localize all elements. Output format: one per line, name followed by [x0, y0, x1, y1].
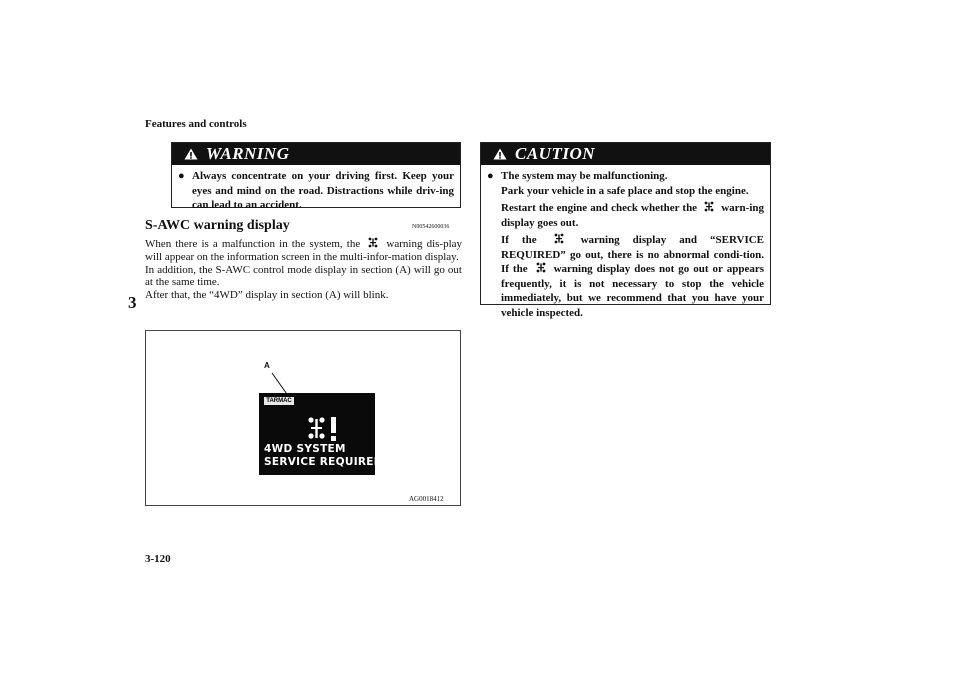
para1-before: When there is a malfunction in the system, the [145, 238, 361, 250]
page-number: 3-120 [145, 553, 171, 565]
caution-item [481, 165, 770, 327]
warning-triangle-icon [493, 148, 507, 160]
bullet-icon: ● [487, 170, 494, 182]
caution-p3-after: warn-ing display goes out. [501, 202, 765, 229]
caution-line-2: Park your vehicle in a safe place and stop the engine. [501, 184, 749, 197]
caution-p4-mid: warning display and “SERVICE REQUIRED” go out, there is no abnormal condi-tion. If the [501, 234, 765, 275]
caution-line-3 [501, 201, 764, 230]
section-paragraph-1 [145, 237, 462, 264]
control-mode-display: TARMAC [264, 397, 294, 405]
section-code: N00542600036 [412, 224, 450, 230]
caution-line-1: The system may be malfunctioning. [501, 170, 668, 182]
section-title: S-AWC warning display [145, 218, 290, 233]
section-paragraph-2: In addition, the S-AWC control mode display in section (A) will go out at the same time. [145, 263, 462, 289]
section-a-label: A [264, 361, 270, 370]
screen-line-1: 4WD SYSTEM [264, 443, 346, 455]
section-body [145, 237, 462, 302]
caution-title: CAUTION [515, 144, 596, 163]
header-title: Features and controls [145, 118, 247, 130]
awc-warning-icon [367, 237, 379, 248]
caution-p4-before: If the [501, 234, 537, 246]
awc-warning-icon [303, 415, 341, 443]
figure-code: AG0018412 [409, 495, 444, 503]
caution-line-4 [501, 233, 764, 320]
awc-warning-icon [535, 262, 547, 273]
para1-after: warning dis-play will appear on the information screen in the multi-infor-mation display. [145, 238, 463, 263]
awc-warning-icon [553, 233, 565, 244]
warning-box [171, 142, 461, 211]
warning-title: WARNING [206, 144, 290, 163]
bullet-icon: ● [178, 170, 185, 182]
caution-item-text [501, 169, 764, 323]
warning-item [172, 165, 460, 217]
warning-header [172, 143, 460, 165]
awc-warning-icon [703, 201, 715, 212]
display-illustration [145, 330, 461, 506]
chapter-tab: 3 [128, 293, 137, 312]
section-paragraph-3: After that, the “4WD” display in section (A) will blink. [145, 289, 389, 302]
caution-p3-before: Restart the engine and check whether the [501, 202, 698, 214]
multi-information-screen [259, 393, 383, 475]
caution-box [480, 142, 771, 319]
screen-line-2: SERVICE REQUIRED [264, 456, 383, 468]
caution-header [481, 143, 770, 165]
caution-p4-after: warning display does not go out or appears frequently, it is not necessary to stop the vehicle immediately, but we recommend that you have your vehicle inspected. [501, 263, 764, 319]
warning-triangle-icon [184, 148, 198, 160]
warning-item-text: Always concentrate on your driving first. Keep your eyes and mind on the road. Distractions while driv-ing can lead to an accident. [192, 170, 454, 211]
